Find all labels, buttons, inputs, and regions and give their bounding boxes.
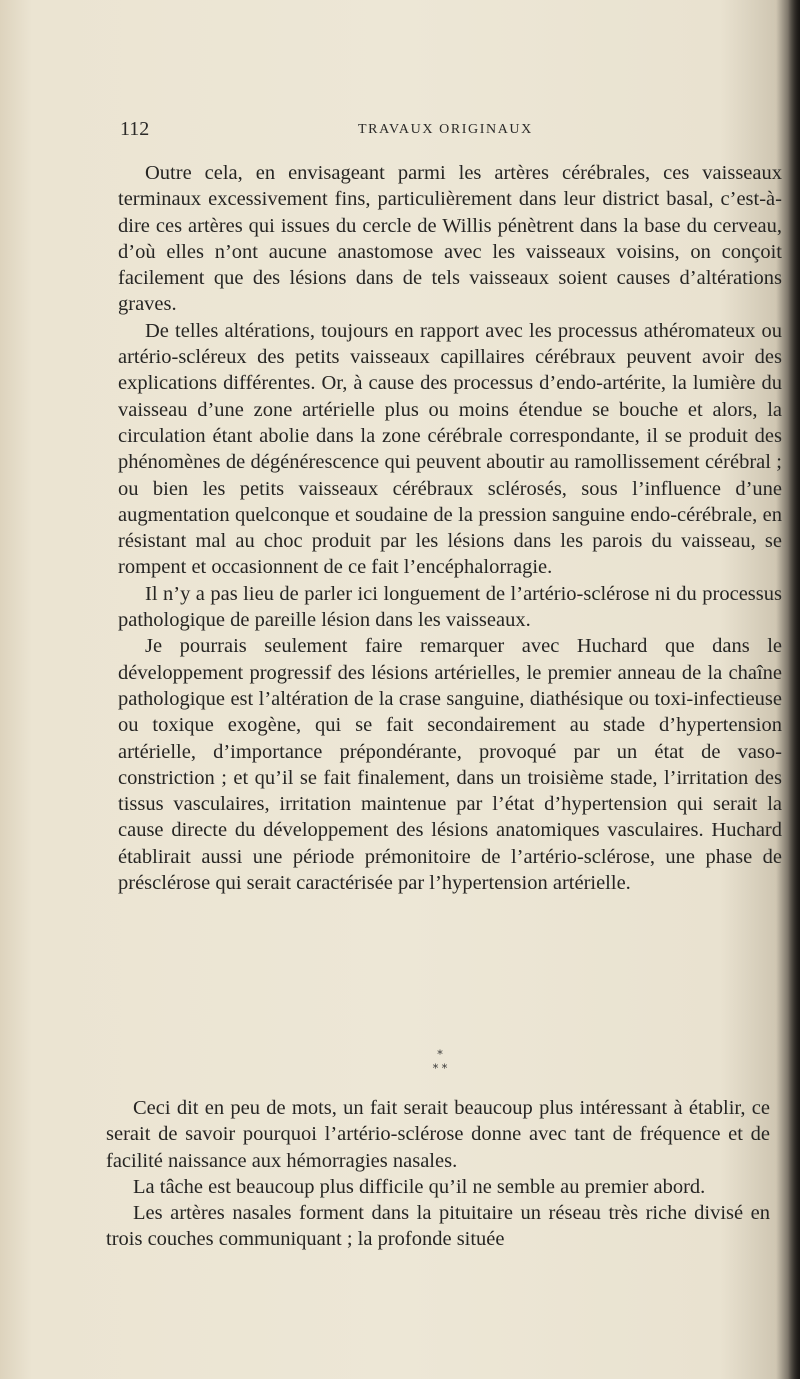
running-title: TRAVAUX ORIGINAUX xyxy=(358,122,533,137)
paragraph: Il n’y a pas lieu de parler ici longuement de l’artério-sclérose ni du processus pathologique de pareille lésion dans les vaisseaux. xyxy=(118,582,782,632)
text-block-lower xyxy=(106,1095,770,1253)
paragraph: Je pourrais seulement faire remarquer avec Huchard que dans le développement progressif des lésions artérielles, le premier anneau de la chaîne pathologique est l’altération de la crase sanguine, diathésique ou toxi-infectieuse ou toxique exogène, qui se fait secondairement au stade d’hypertension artérielle, d’importance prépondérante, provoqué par un état de vaso-constriction ; et qu’il se fait finalement, dans un troisième stade, l’irritation des tissus vasculaires, irritation maintenue par l’état d’hypertension qui serait la cause directe du développement des lésions anatomiques vasculaires. Huchard établirait aussi une période prémonitoire de l’artério-sclérose, une phase de présclérose qui serait caractérisée par l’hypertension artérielle. xyxy=(118,635,782,895)
asterism-text: * * * xyxy=(432,1048,448,1075)
text-block-upper xyxy=(118,160,782,896)
paragraph: De telles altérations, toujours en rapport avec les processus athéromateux ou artério-scléreux des petits vaisseaux capillaires cérébraux peuvent avoir des explications différentes. Or, à cause des processus d’endo-artérite, la lumière du vaisseau d’une zone artérielle plus ou moins étendue se bouche et alors, la circulation étant abolie dans la zone cérébrale correspondante, il se produit des phénomènes de dégénérescence qui peuvent aboutir au ramollissement cérébral ; ou bien les petits vaisseaux cérébraux sclérosés, sous l’influence d’une augmentation quelconque et soudaine de la pression sanguine endo-cérébrale, en résistant mal au choc produit par les lésions dans les parois du vaisseau, se rompent et occasionnent de ce fait l’encéphalorragie. xyxy=(118,319,782,579)
paragraph: Ceci dit en peu de mots, un fait serait beaucoup plus intéressant à établir, ce serait de savoir pourquoi l’artério-sclérose donne avec tant de fréquence et de facilité naissance aux hémorragies nasales. xyxy=(106,1097,770,1172)
paragraph: Les artères nasales forment dans la pituitaire un réseau très riche divisé en trois couches communiquant ; la profonde située xyxy=(106,1202,770,1251)
page-header xyxy=(120,118,770,142)
paragraph: La tâche est beaucoup plus difficile qu’il ne semble au premier abord. xyxy=(133,1175,706,1198)
section-separator-asterism xyxy=(420,1048,460,1084)
paragraph: Outre cela, en envisageant parmi les artères cérébrales, ces vaisseaux terminaux excessivement fins, particulièrement dans leur district basal, c’est-à-dire ces artères qui issues du cercle de Willis pénètrent dans la base du cerveau, d’où elles n’ont aucune anastomose avec les vaisseaux voisins, on conçoit facilement que des lésions dans de tels vaisseaux soient causes d’altérations graves. xyxy=(118,162,782,316)
page-number: 112 xyxy=(120,118,150,140)
page-edge-shadow xyxy=(788,0,800,1379)
